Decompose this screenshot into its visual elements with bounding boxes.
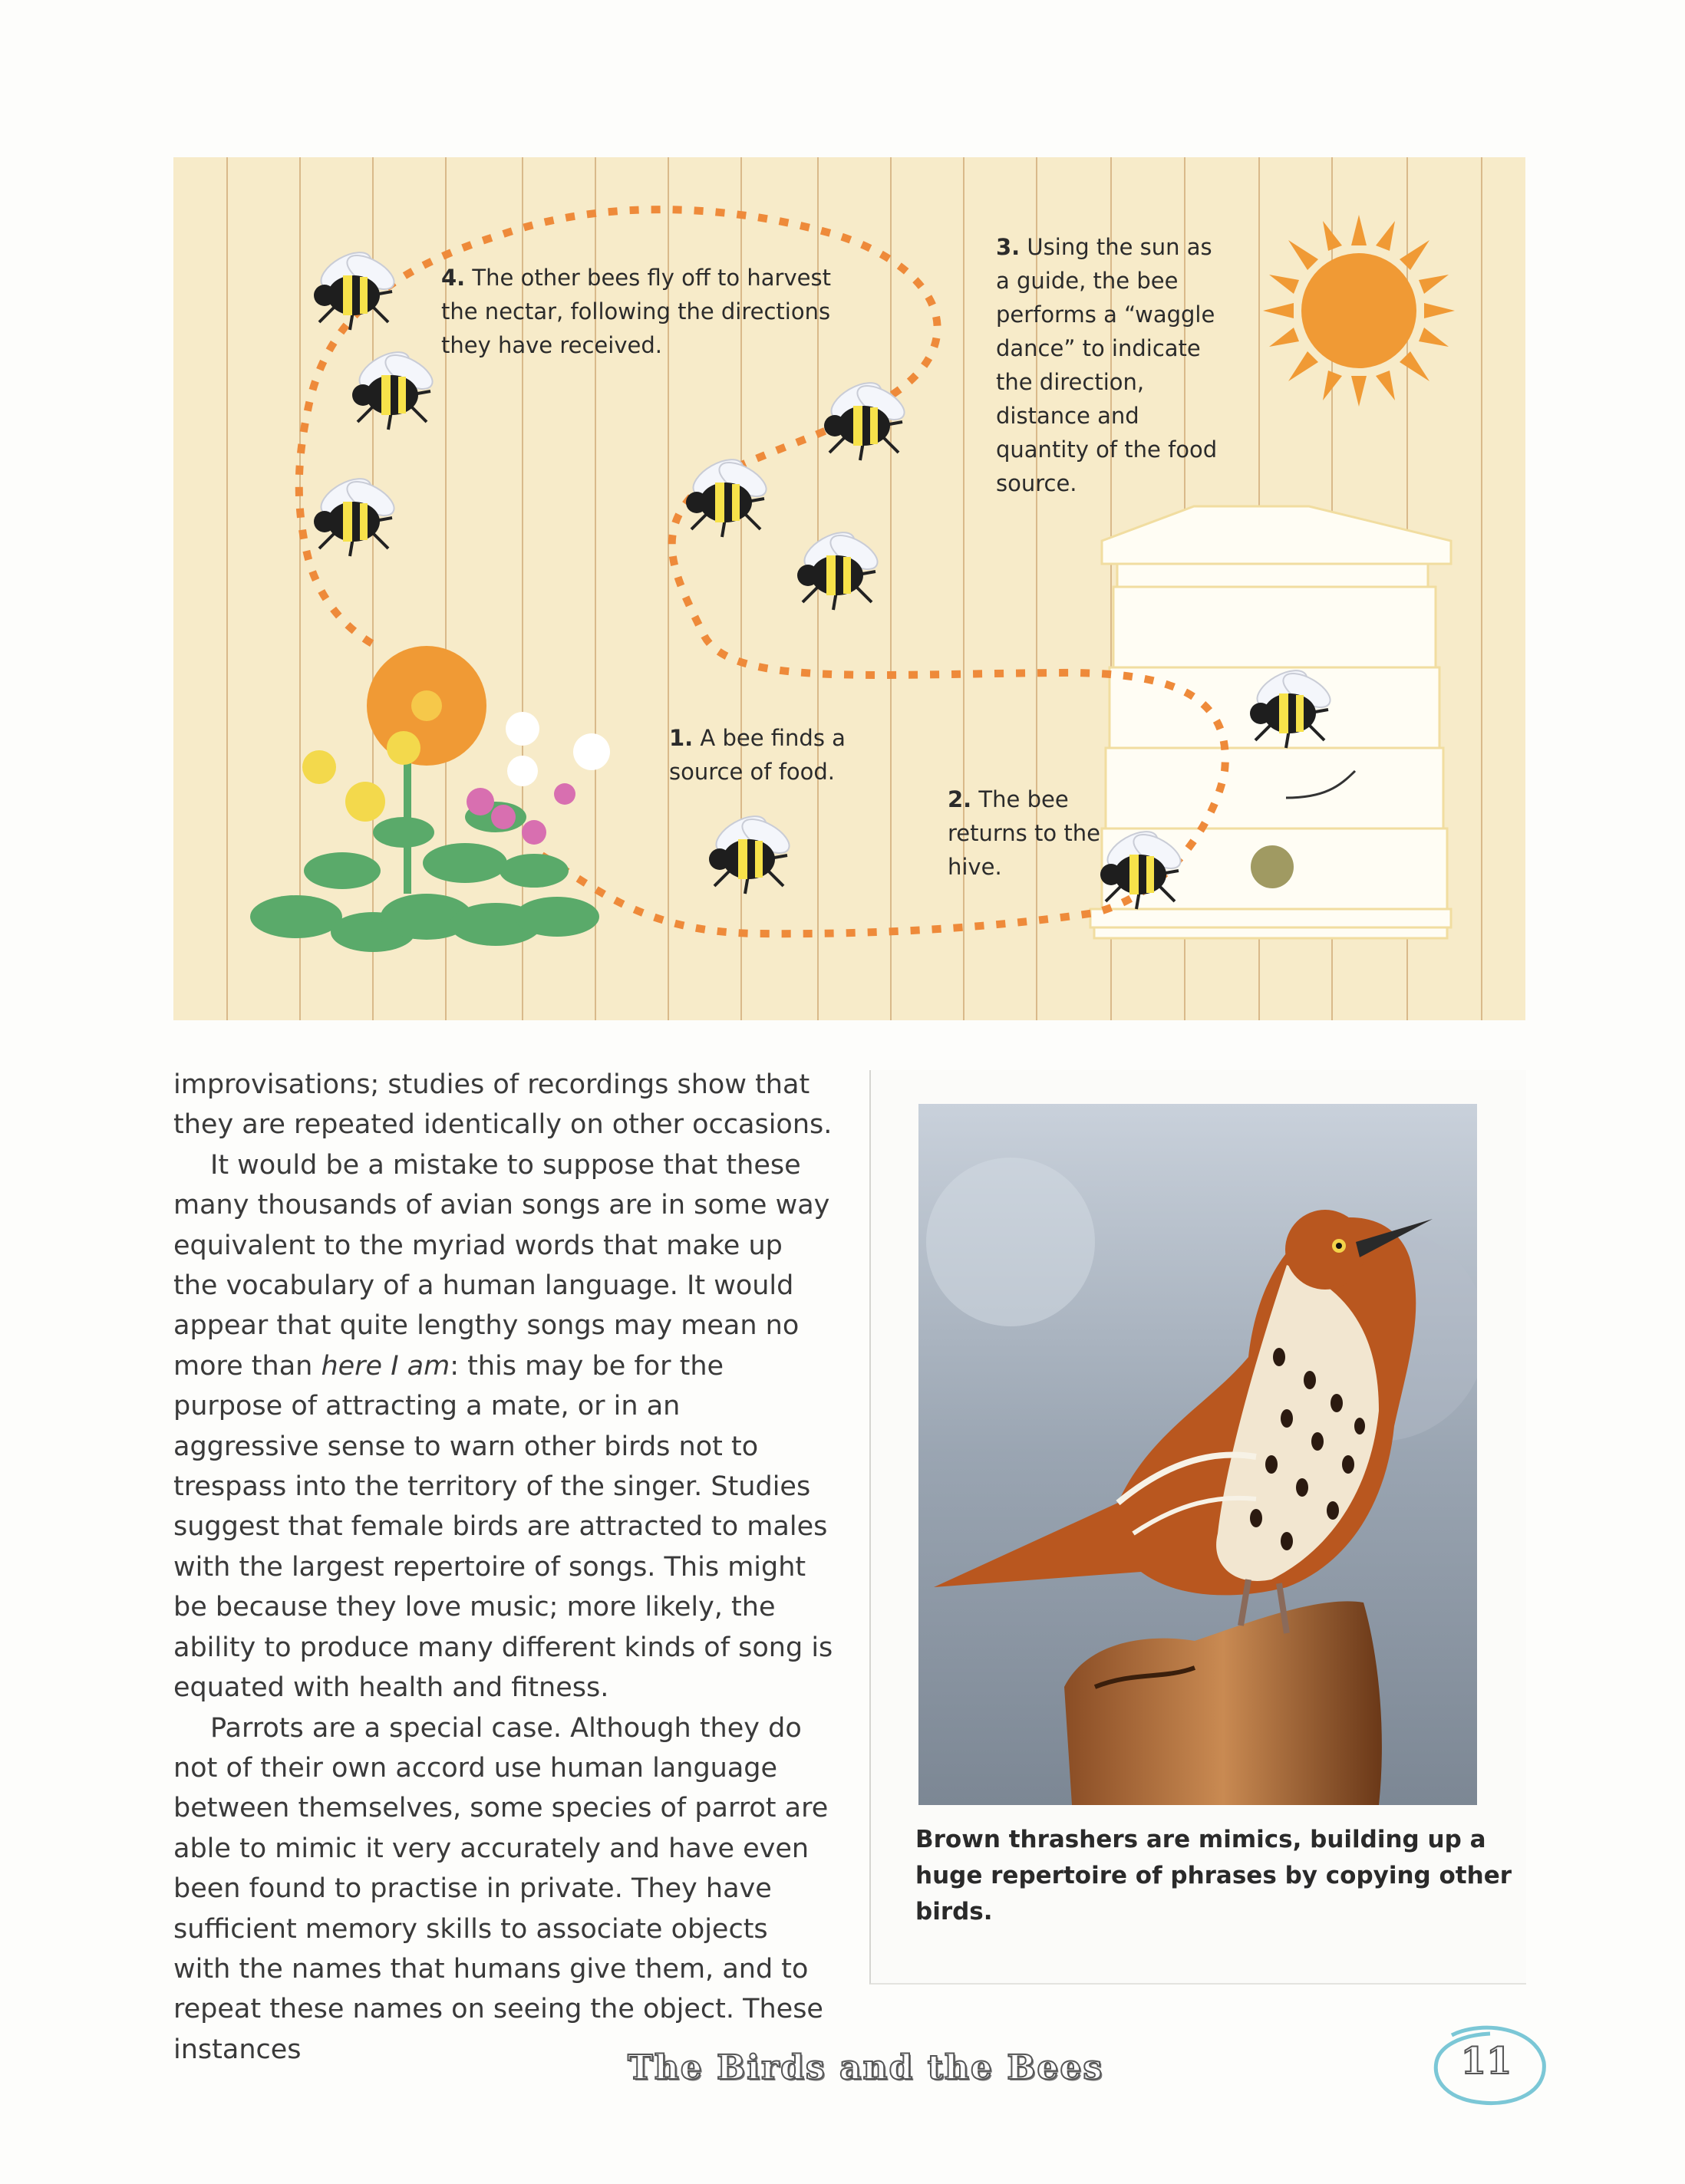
diagram-artwork: [173, 157, 1525, 1020]
step-3-label: 3. Using the sun as a guide, the bee performs a “waggle dance” to indicate the direction, distance and quantity of the food source.: [996, 234, 1218, 496]
bee-icon: [709, 809, 794, 894]
flowers: [250, 646, 610, 952]
bee-icon: [797, 525, 882, 610]
sun-icon: [1263, 215, 1455, 407]
step-4-label: 4. The other bees fly off to harvest the nectar, following the directions they have received.: [441, 265, 831, 358]
running-title: The Birds and the Bees: [628, 2048, 1104, 2087]
paragraph: Parrots are a special case. Although they do not of their own accord use human language between themselves, some species of parrot are able to mimic it very accurately and have even been found to practise in private. They have sufficient memory skills to associate objects with the names that humans give them, and to repeat these names on seeing the object. These instances: [173, 1712, 829, 2065]
page-number-badge: [1429, 2020, 1551, 2109]
step-1-label: 1. A bee finds a source of food.: [669, 725, 846, 785]
bee-icon: [686, 452, 771, 537]
body-text-column: [173, 1065, 833, 2070]
brown-thrasher-photo: [918, 1104, 1477, 1805]
photo-card: [869, 1070, 1526, 1985]
bee-icon: [352, 344, 437, 430]
step-2-label: 2. The bee returns to the hive.: [948, 786, 1100, 880]
paragraph: improvisations; studies of recordings show that they are repeated identically on other occasions.: [173, 1069, 833, 1141]
bee-icon: [314, 471, 399, 556]
paragraph: It would be a mistake to suppose that these many thousands of avian songs are in some way equivalent to the myriad words that make up the vocabulary of a human language. It would appear that quite lengthy songs may mean no more than here I am: this may be for the purpose of attracting a mate, or in an aggressive sense to warn other birds not to trespass into the territory of the singer. Studies suggest that female birds are attracted to males with the largest repertoire of songs. This might be because they love music; more likely, the ability to produce many different kinds of song is equated with health and fitness.: [173, 1149, 833, 1704]
page-number: 11: [1460, 2040, 1512, 2083]
photo-caption: Brown thrashers are mimics, building up a huge repertoire of phrases by copying other birds.: [915, 1826, 1512, 1925]
bee-waggle-dance-diagram: [173, 157, 1525, 1020]
